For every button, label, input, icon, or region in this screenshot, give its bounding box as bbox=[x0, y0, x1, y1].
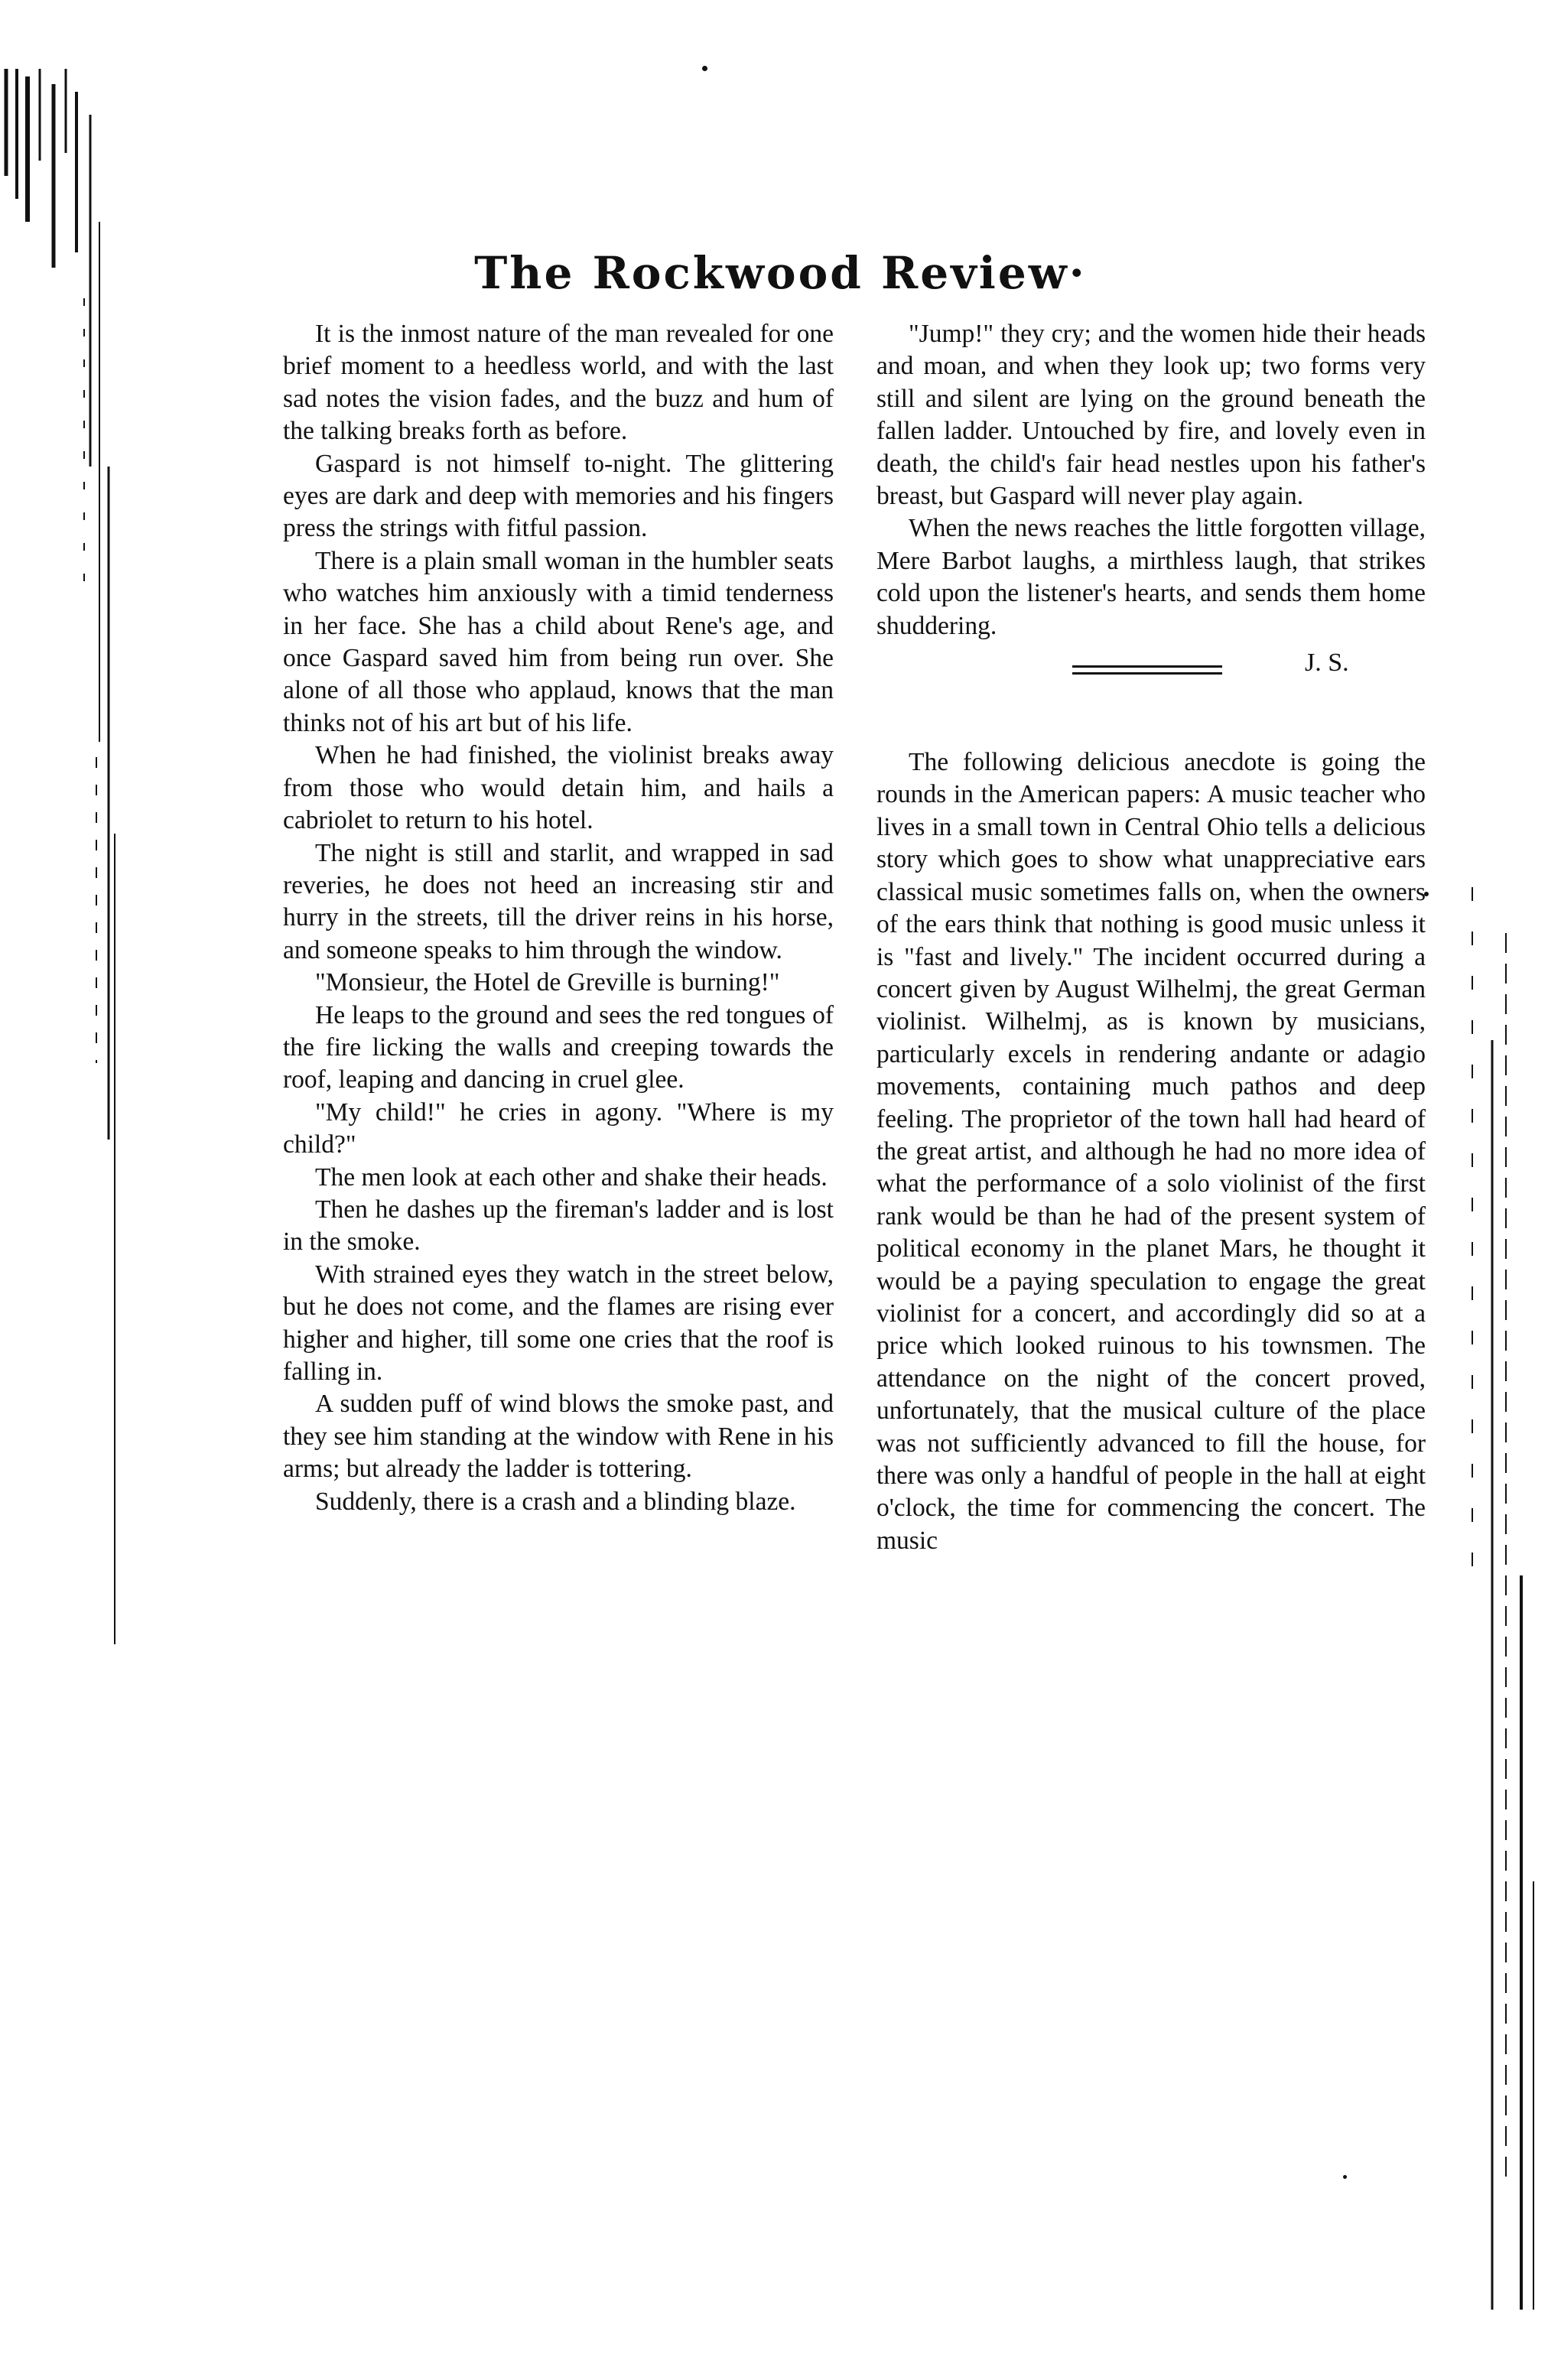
ink-speck bbox=[1343, 2175, 1347, 2179]
article-paragraph: With strained eyes they watch in the street below, but he does not come, and the flames are rising ever higher and higher, till some one cries that the roof is falling in. bbox=[283, 1260, 834, 1386]
article-paragraph: The men look at each other and shake their heads. bbox=[315, 1162, 828, 1192]
article-paragraph: It is the inmost nature of the man revealed for one brief moment to a heedless world, and with the last sad notes the vision fades, and the buzz and hum of the talking breaks forth as before. bbox=[283, 320, 834, 446]
article-column-right bbox=[876, 318, 1426, 1557]
ink-speck bbox=[702, 66, 707, 71]
section-gap bbox=[876, 691, 1426, 746]
section-divider-rule bbox=[1072, 665, 1222, 675]
article-paragraph: There is a plain small woman in the humbler seats who watches him anxiously with a timid tenderness in her face. She has a child about Rene's age, and once Gaspard saved him from being run over. She alone of all those who applaud, knows that the man thinks not of his art but of his life. bbox=[283, 546, 834, 737]
article-paragraph: When he had finished, the violinist breaks away from those who would detain him, and hails a cabriolet to return to his hotel. bbox=[283, 741, 834, 835]
article-paragraph: Suddenly, there is a crash and a blinding blaze. bbox=[315, 1487, 796, 1516]
scan-edge-marks-left bbox=[0, 69, 122, 1675]
article-paragraph: "My child!" he cries in agony. "Where is my child?" bbox=[283, 1097, 834, 1159]
anecdote-paragraph: The following delicious anecdote is going the rounds in the American papers: A music teacher who lives in a small town in Central Ohio tells a delicious story which goes to show what unappreciative ears classical music sometimes falls on, when the owners of the ears think that nothing is good music unless it is "fast and lively." The incident occurred during a concert given by August Wilhelmj, the great German violinist. Wilhelmj, as is known by musicians, particularly excels in rendering andante or adagio movements, containing much pathos and deep feeling. The proprietor of the town hall had heard of the great artist, and although he had no more idea of what the performance of a solo violinist of the first rank would be than he had of the present system of political economy in the planet Mars, he thought it would be a paying speculation to engage the great violinist for a concert, and accordingly did so at a price which looked ruinous to his townsmen. The attendance on the night of the concert proved, unfortunately, that the musical culture of the place was not sufficiently advanced to fill the house, for there was only a handful of people in the hall at eight o'clock, the time for commencing the concert. The music bbox=[876, 748, 1426, 1555]
story-paragraph: When the news reaches the little forgotten village, Mere Barbot laughs, a mirthless laugh, that strikes cold upon the listener's hearts, and sends them home shuddering. bbox=[876, 514, 1426, 640]
article-paragraph: "Monsieur, the Hotel de Greville is burning!" bbox=[315, 968, 780, 997]
story-signature-block bbox=[876, 642, 1426, 691]
article-column-left bbox=[283, 318, 834, 1518]
story-paragraph: "Jump!" they cry; and the women hide their heads and moan, and when they look up; two forms very still and silent are lying on the ground beneath the fallen ladder. Untouched by fire, and lovely even in death, the child's fair head nestles upon his father's breast, but Gaspard will never play again. bbox=[876, 320, 1426, 511]
scan-edge-marks-right bbox=[1457, 887, 1549, 2310]
article-paragraph: Gaspard is not himself to-night. The glittering eyes are dark and deep with memories and his fingers press the strings with fitful passion. bbox=[283, 449, 834, 543]
article-paragraph: The night is still and starlit, and wrapped in sad reveries, he does not heed an increasing stir and hurry in the streets, till the driver reins in his horse, and someone speaks to him through the window. bbox=[283, 838, 834, 964]
article-paragraph: Then he dashes up the fireman's ladder and is lost in the smoke. bbox=[283, 1195, 834, 1257]
article-paragraph: He leaps to the ground and sees the red tongues of the fire licking the walls and creeping towards the roof, leaping and dancing in cruel glee. bbox=[283, 1000, 834, 1094]
masthead-title: The Rockwood Review· bbox=[474, 247, 1087, 299]
article-paragraph: A sudden puff of wind blows the smoke past, and they see him standing at the window with Rene in his arms; but already the ladder is tottering. bbox=[283, 1390, 834, 1484]
author-signature: J. S. bbox=[1305, 649, 1349, 678]
